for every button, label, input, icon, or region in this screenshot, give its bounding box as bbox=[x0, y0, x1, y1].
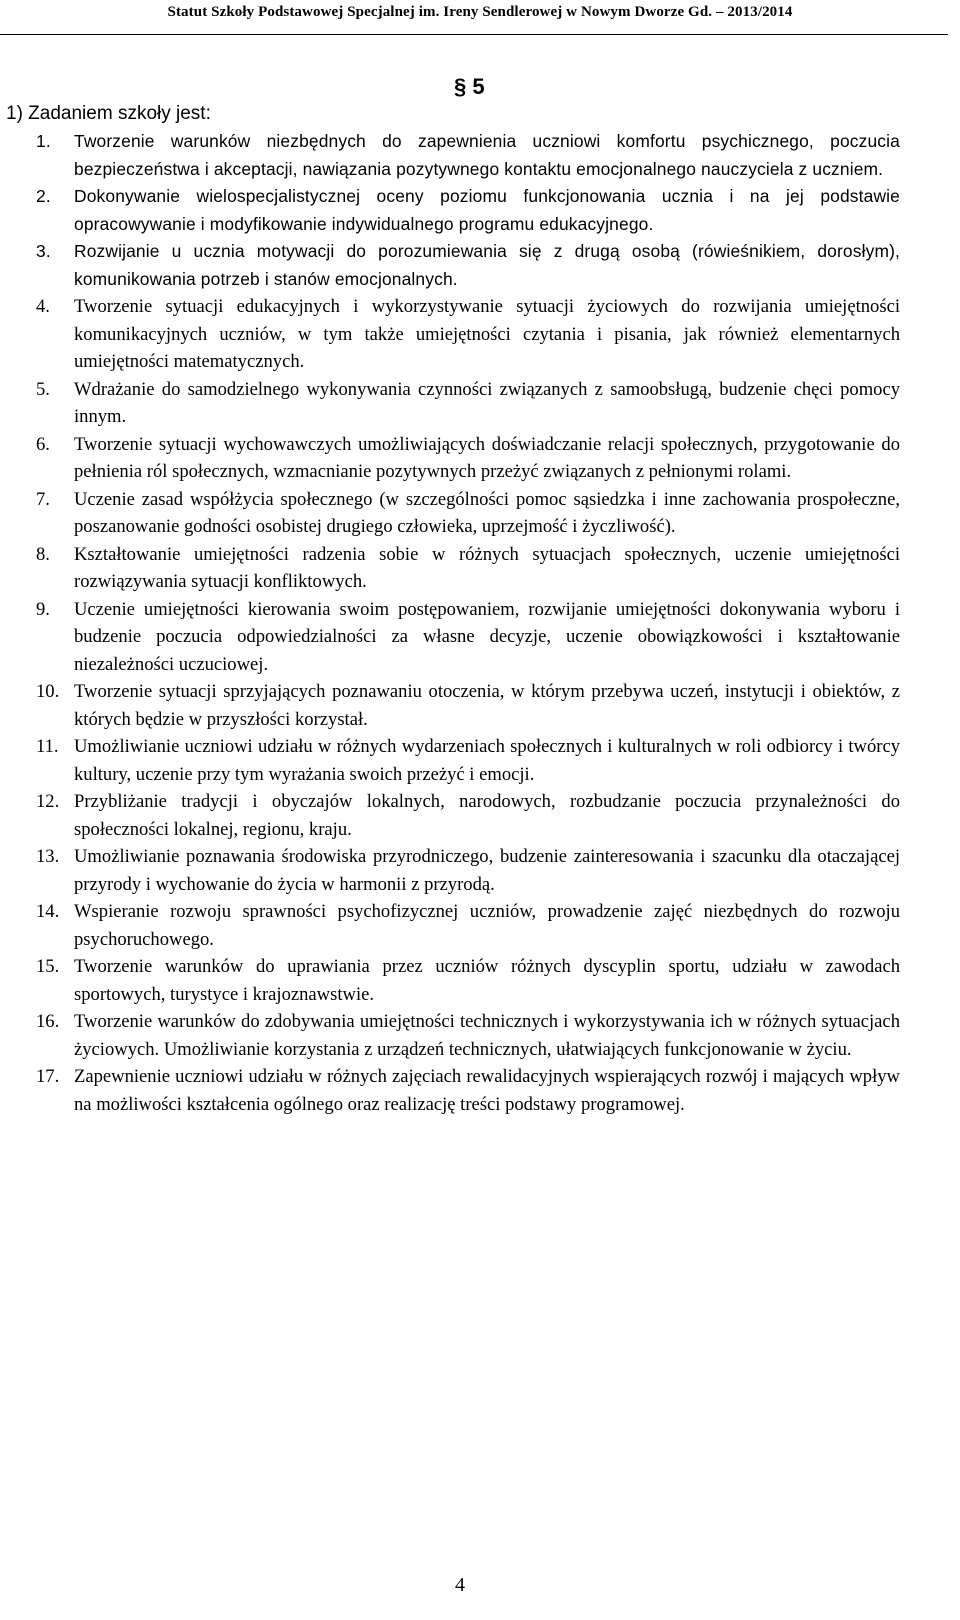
item-text: Tworzenie warunków niezbędnych do zapewnienia uczniowi komfortu psychicznego, poczucia bezpieczeństwa i akceptacji, nawiązania pozytywnego kontaktu emocjonalnego nauczyciela z uczniem. bbox=[74, 131, 900, 179]
item-text: Uczenie umiejętności kierowania swoim postępowaniem, rozwijanie umiejętności dokonywania wyboru i budzenie poczucia odpowiedzialności za własne decyzje, uczenie obowiązkowości i kształtowanie niezależności uczuciowej. bbox=[74, 598, 900, 675]
item-number: 4. bbox=[36, 296, 50, 317]
item-number: 10. bbox=[36, 681, 60, 702]
item-number: 15. bbox=[36, 956, 60, 977]
item-number: 1. bbox=[36, 131, 51, 151]
item-number: 8. bbox=[36, 543, 50, 565]
item-number: 6. bbox=[36, 433, 50, 455]
section-heading: § 5 bbox=[454, 74, 485, 99]
item-text: Uczenie zasad współżycia społecznego (w szczególności pomoc sąsiedzka i inne zachowania prospołeczne, poszanowanie godności osobistej drugiego człowieka, uprzejmość i życzliwość). bbox=[74, 488, 900, 537]
list-item bbox=[0, 733, 900, 788]
page-header bbox=[0, 0, 960, 40]
list-item bbox=[0, 238, 900, 293]
item-number: 12. bbox=[36, 791, 60, 812]
item-number: 16. bbox=[36, 1011, 60, 1032]
list-item bbox=[0, 1008, 900, 1063]
item-number: 11. bbox=[36, 736, 59, 757]
item-text: Wspieranie rozwoju sprawności psychofizycznej uczniów, prowadzenie zajęć niezbędnych do rozwoju psychoruchowego. bbox=[74, 901, 900, 950]
item-text: Tworzenie sytuacji sprzyjających poznawaniu otoczenia, w którym przebywa uczeń, instytucji i obiektów, z których będzie w przyszłości korzystał. bbox=[74, 681, 900, 730]
page-number: 4 bbox=[455, 1574, 465, 1596]
item-text: Wdrażanie do samodzielnego wykonywania czynności związanych z samoobsługą, budzenie chęci pomocy innym. bbox=[74, 378, 900, 427]
list-item bbox=[0, 431, 900, 486]
list-item bbox=[0, 293, 900, 376]
item-text: Umożliwianie poznawania środowiska przyrodniczego, budzenie zainteresowania i szacunku dla otaczającej przyrody i wychowanie do życia w harmonii z przyrodą. bbox=[74, 846, 900, 895]
item-number: 13. bbox=[36, 846, 60, 867]
item-text: Kształtowanie umiejętności radzenia sobie w różnych sytuacjach społecznych, uczenie umiejętności rozwiązywania sytuacji konfliktowych. bbox=[74, 543, 900, 592]
list-item bbox=[0, 183, 900, 238]
header-divider bbox=[0, 34, 948, 35]
item-text: Tworzenie sytuacji wychowawczych umożliwiających doświadczanie relacji społecznych, przygotowanie do pełnienia ról społecznych, wzmacnianie pozytywnych przeżyć związanych z pełnionymi rolami. bbox=[74, 433, 900, 482]
item-text: Dokonywanie wielospecjalistycznej oceny poziomu funkcjonowania ucznia i na jej podstawie opracowywanie i modyfikowanie indywidualnego programu edukacyjnego. bbox=[74, 186, 900, 234]
item-text: Umożliwianie uczniowi udziału w różnych wydarzeniach społecznych i kulturalnych w roli odbiorcy i twórcy kultury, uczenie przy tym wyrażania swoich przeżyć i emocji. bbox=[74, 736, 900, 785]
intro-text: 1) Zadaniem szkoły jest: bbox=[6, 103, 211, 124]
list-item bbox=[0, 128, 900, 183]
item-number: 14. bbox=[36, 901, 60, 922]
list-item bbox=[0, 1063, 900, 1118]
list-item bbox=[0, 843, 900, 898]
item-number: 9. bbox=[36, 598, 50, 620]
list-item bbox=[0, 678, 900, 733]
item-number: 3. bbox=[36, 241, 51, 261]
item-text: Tworzenie sytuacji edukacyjnych i wykorzystywanie sytuacji życiowych do rozwijania umiejętności komunikacyjnych uczniów, w tym także umiejętności czytania i pisania, jak również elementarnych umiejętności matematycznych. bbox=[74, 296, 900, 372]
item-number: 7. bbox=[36, 488, 50, 510]
list-item bbox=[0, 788, 900, 843]
task-list bbox=[0, 128, 960, 1118]
list-item bbox=[0, 541, 900, 596]
header-title: Statut Szkoły Podstawowej Specjalnej im. Ireny Sendlerowej w Nowym Dworze Gd. – 2013/2014 bbox=[167, 4, 793, 20]
item-number: 5. bbox=[36, 378, 50, 400]
item-text: Tworzenie warunków do zdobywania umiejętności technicznych i wykorzystywania ich w różnych sytuacjach życiowych. Umożliwianie korzystania z urządzeń technicznych, ułatwiających funkcjonowanie w życiu. bbox=[74, 1011, 900, 1060]
item-text: Przybliżanie tradycji i obyczajów lokalnych, narodowych, rozbudzanie poczucia przynależności do społeczności lokalnej, regionu, kraju. bbox=[74, 791, 900, 840]
list-item bbox=[0, 898, 900, 953]
list-item bbox=[0, 596, 900, 679]
item-text: Tworzenie warunków do uprawiania przez uczniów różnych dyscyplin sportu, udziału w zawodach sportowych, turystyce i krajoznawstwie. bbox=[74, 956, 900, 1005]
list-item bbox=[0, 376, 900, 431]
list-item bbox=[0, 486, 900, 541]
item-text: Rozwijanie u ucznia motywacji do porozumiewania się z drugą osobą (rówieśnikiem, dorosłym), komunikowania potrzeb i stanów emocjonalnych. bbox=[74, 241, 900, 289]
item-number: 17. bbox=[36, 1066, 60, 1087]
list-item bbox=[0, 953, 900, 1008]
item-number: 2. bbox=[36, 186, 51, 206]
item-text: Zapewnienie uczniowi udziału w różnych zajęciach rewalidacyjnych wspierających rozwój i mających wpływ na możliwości kształcenia ogólnego oraz realizację treści podstawy programowej. bbox=[74, 1066, 900, 1115]
